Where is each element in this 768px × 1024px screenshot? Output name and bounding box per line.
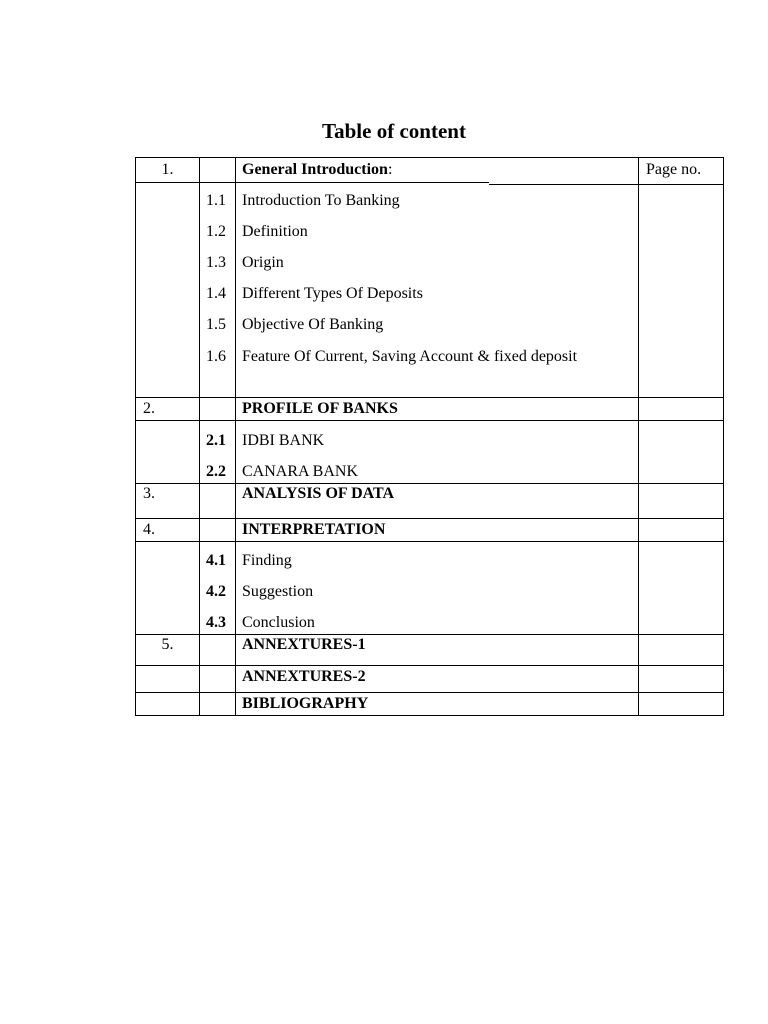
sub-number: 4.2: [206, 583, 226, 600]
sub-item: CANARA BANK: [242, 463, 359, 480]
table-border-left: [135, 157, 136, 716]
row-divider: [135, 665, 724, 666]
section-number: 5.: [161, 636, 174, 653]
section-heading-text: General Introduction: [242, 161, 388, 178]
sub-number: 4.3: [206, 614, 226, 631]
row-divider: [135, 692, 724, 693]
sub-number: 1.1: [206, 192, 226, 209]
column-divider-page: [638, 157, 639, 716]
section-heading: PROFILE OF BANKS: [242, 400, 398, 417]
sub-number: 1.5: [206, 316, 226, 333]
sub-number: 4.1: [206, 552, 226, 569]
section-heading-colon: :: [387, 161, 393, 178]
section-heading: ANNEXTURES-1: [242, 636, 366, 653]
page-number-header: Page no.: [646, 161, 702, 178]
sub-number: 1.2: [206, 223, 226, 240]
sub-number: 1.3: [206, 254, 226, 271]
column-divider-sub: [235, 157, 236, 716]
sub-item: Suggestion: [242, 583, 314, 600]
table-border-right: [723, 157, 724, 716]
row-divider: [135, 541, 724, 542]
row-divider: [135, 715, 724, 716]
sub-item: Origin: [242, 254, 284, 271]
row-divider: [489, 184, 724, 185]
section-number: 1.: [161, 161, 174, 178]
section-heading: BIBLIOGRAPHY: [242, 695, 369, 712]
row-divider: [135, 518, 724, 519]
section-heading: ANNEXTURES-2: [242, 668, 366, 685]
sub-item: IDBI BANK: [242, 432, 325, 449]
row-divider: [135, 483, 724, 484]
row-divider: [135, 157, 724, 158]
sub-item: Objective Of Banking: [242, 316, 384, 333]
sub-item: Feature Of Current, Saving Account & fixed deposit: [242, 348, 578, 365]
sub-item: Introduction To Banking: [242, 192, 400, 209]
sub-number: 2.1: [206, 432, 226, 449]
section-heading: ANALYSIS OF DATA: [242, 485, 395, 502]
sub-number: 1.4: [206, 285, 226, 302]
row-divider: [135, 634, 724, 635]
section-heading: INTERPRETATION: [242, 521, 386, 538]
sub-item: Conclusion: [242, 614, 315, 631]
row-divider: [135, 182, 489, 183]
sub-number: 1.6: [206, 348, 226, 365]
section-heading: [242, 161, 392, 179]
section-number: 2.: [143, 400, 155, 417]
row-divider: [135, 397, 724, 398]
section-number: 3.: [143, 485, 155, 502]
sub-item: Definition: [242, 223, 308, 240]
section-number: 4.: [143, 521, 155, 538]
row-divider: [135, 420, 724, 421]
sub-number: 2.2: [206, 463, 226, 480]
sub-item: Finding: [242, 552, 292, 569]
column-divider-number: [199, 157, 200, 716]
page-title: Table of content: [322, 119, 466, 143]
sub-item: Different Types Of Deposits: [242, 285, 423, 302]
